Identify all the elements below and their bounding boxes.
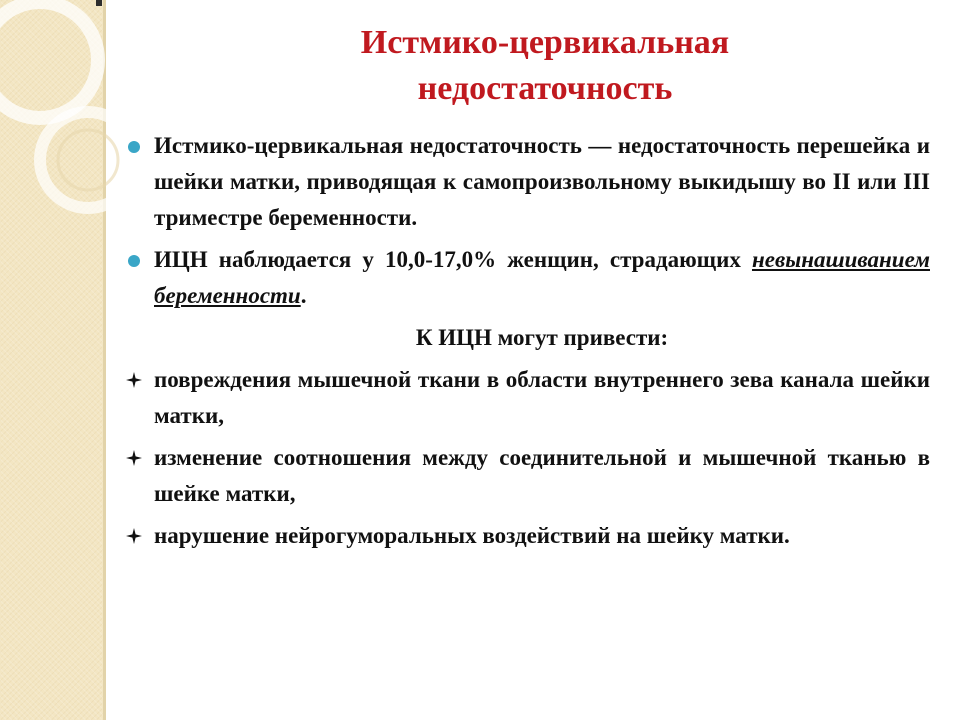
diamond-bullet-icon [126,362,146,398]
decorative-rings [0,0,140,260]
list-item [120,362,930,434]
bullet-dot-icon [126,242,146,278]
list-item [120,242,930,314]
list-item [120,440,930,512]
diamond-bullet-icon [126,518,146,554]
prevalence-text-end: . [300,283,307,308]
title-line-1: Истмико-цервикальная [360,24,730,61]
bullet-dot-icon [126,128,146,164]
definition-text: Истмико-цервикальная недостаточность — недостаточность перешейка и шейки матки, приводящая к самопроизвольному выкидышу во II или III триместре беременности. [154,133,930,230]
cause-text: повреждения мышечной ткани в области внутреннего зева канала шейки матки, [154,367,930,428]
list-item [120,518,930,554]
list-item [120,128,930,236]
diamond-bullet-icon [126,440,146,476]
cause-text: нарушение нейрогуморальных воздействий на шейку матки. [154,523,790,548]
slide-title [150,20,940,112]
title-line-2: недостаточность [417,70,673,107]
miscarriage-link[interactable]: невынашиванием беременности [154,247,930,308]
cause-text: изменение соотношения между соединительной и мышечной тканью в шейке матки, [154,445,930,506]
prevalence-text: ИЦН наблюдается у 10,0-17,0% женщин, страдающих [154,247,752,272]
causes-subheading: К ИЦН могут привести: [415,325,669,350]
slide-content [120,128,930,560]
